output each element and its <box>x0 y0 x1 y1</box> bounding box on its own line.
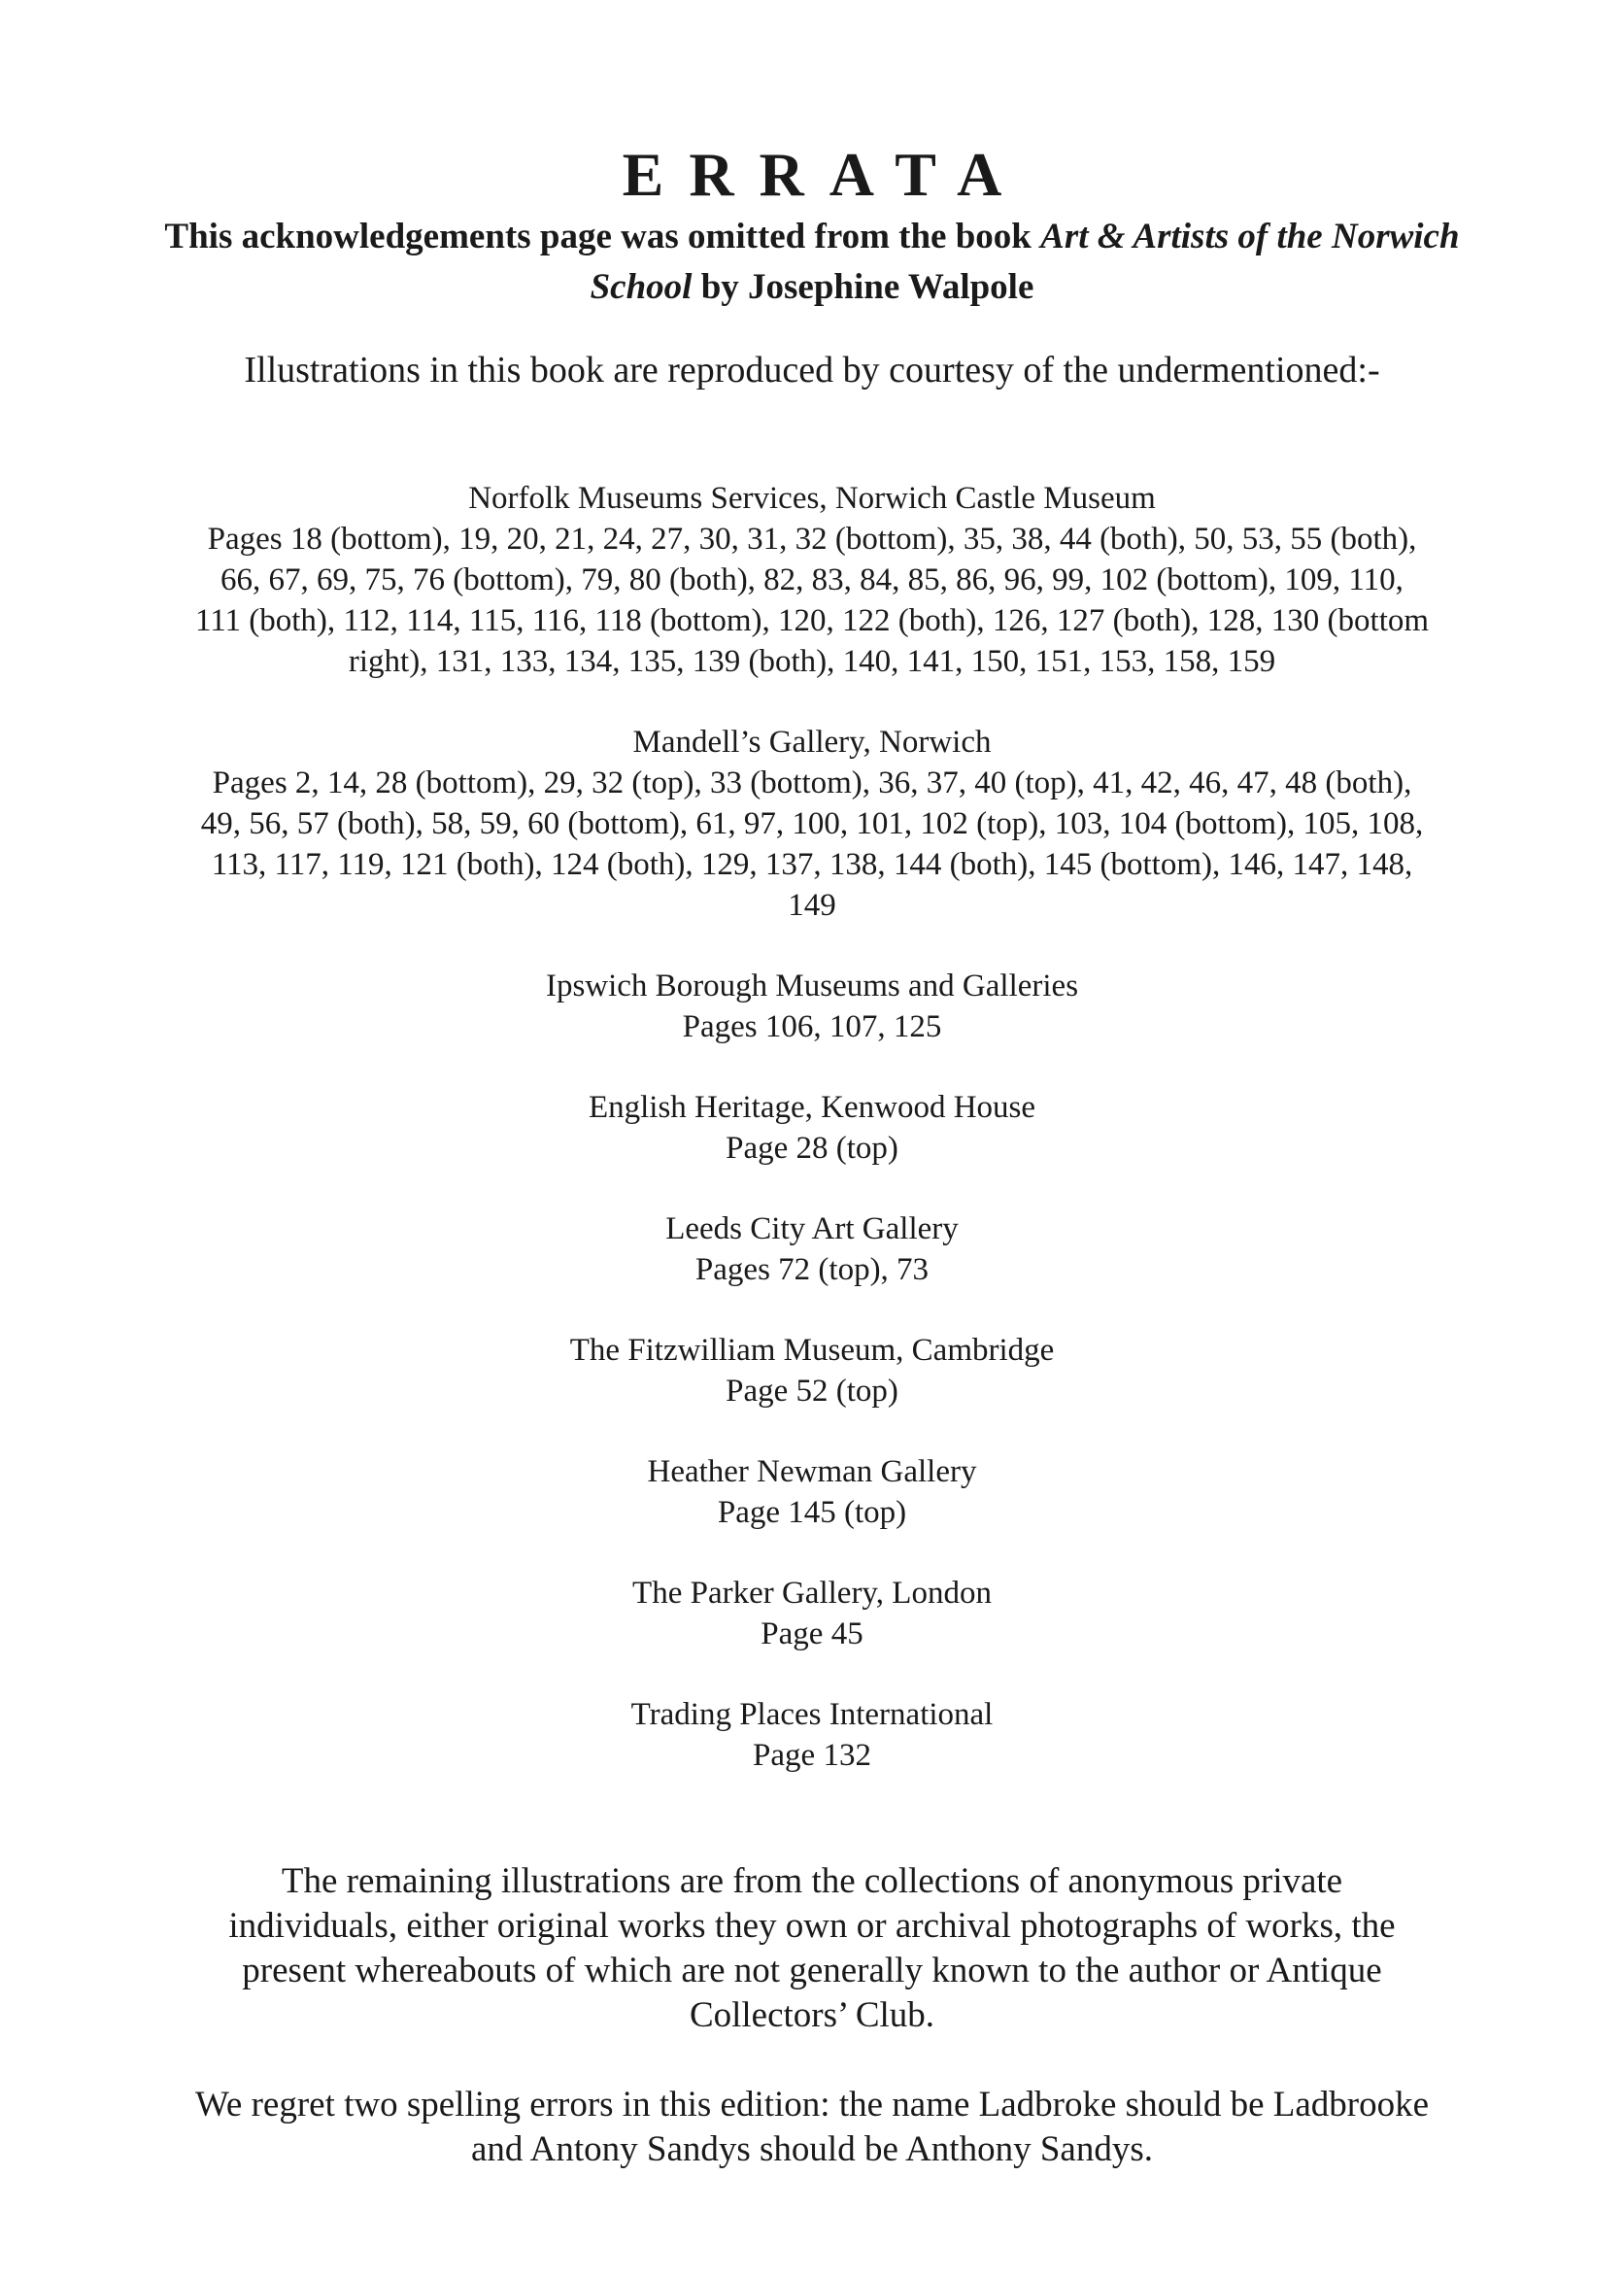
credit-pages: Pages 72 (top), 73 <box>694 1252 930 1287</box>
subtitle-author: by Josephine Walpole <box>692 267 1034 307</box>
credit-entry <box>194 1087 1430 1169</box>
credit-pages: Page 132 <box>753 1738 871 1773</box>
subtitle-intro: This acknowledgements page was omitted from the book <box>164 217 1041 256</box>
credit-entry <box>194 478 1430 682</box>
credit-entry <box>194 1451 1430 1533</box>
credit-pages: Page 45 <box>761 1616 863 1651</box>
credit-institution: Norfolk Museums Services, Norwich Castle Museum <box>468 481 1156 516</box>
intro-paragraph: Illustrations in this book are reproduced by courtesy of the undermentioned:- <box>244 350 1380 391</box>
credit-institution: Leeds City Art Gallery <box>665 1211 959 1246</box>
credit-pages: Page 28 (top) <box>726 1131 898 1166</box>
credit-institution: English Heritage, Kenwood House <box>588 1090 1036 1125</box>
credit-pages: Pages 106, 107, 125 <box>682 1009 942 1044</box>
credit-entry <box>194 1694 1430 1776</box>
spelling-note: We regret two spelling errors in this edition: the name Ladbroke should be Ladbrooke and Antony Sandys should be Anthony Sandys. <box>194 2085 1430 2169</box>
credit-pages: Pages 2, 14, 28 (bottom), 29, 32 (top), 33 (bottom), 36, 37, 40 (top), 41, 42, 46, 47, 48 (both), 49, 56, 57 (both), 58, 59, 60 (bottom), 61, 97, 100, 101, 102 (top), 103, 104 (bottom), 105, 108, 113, 117, 119, 121 (both), 124 (both), 129, 137, 138, 144 (both), 145 (bottom), 146, 147, 148, 149 <box>200 765 1424 923</box>
credit-pages: Pages 18 (bottom), 19, 20, 21, 24, 27, 30, 31, 32 (bottom), 35, 38, 44 (both), 50, 53, 55 (both), 66, 67, 69, 75, 76 (bottom), 79, 80 (both), 82, 83, 84, 85, 86, 96, 99, 102 (bottom), 109, 110, 111 (both), 112, 114, 115, 116, 118 (bottom), 120, 122 (both), 126, 127 (both), 128, 130 (bottom right), 131, 133, 134, 135, 139 (both), 140, 141, 150, 151, 153, 158, 159 <box>194 522 1430 679</box>
credit-institution: Trading Places International <box>630 1697 994 1732</box>
credit-institution: Mandell’s Gallery, Norwich <box>632 725 992 760</box>
subtitle <box>155 212 1469 313</box>
credits-list <box>194 478 1430 1816</box>
credit-pages: Page 52 (top) <box>726 1374 898 1409</box>
credit-entry <box>194 722 1430 926</box>
page-title: ERRATA <box>622 140 1028 209</box>
credit-pages: Page 145 (top) <box>717 1495 907 1530</box>
credit-institution: The Fitzwilliam Museum, Cambridge <box>569 1333 1055 1368</box>
credit-entry <box>194 966 1430 1047</box>
credit-institution: The Parker Gallery, London <box>632 1576 992 1611</box>
credit-institution: Heather Newman Gallery <box>647 1454 977 1489</box>
credit-entry <box>194 1330 1430 1411</box>
credit-entry <box>194 1573 1430 1654</box>
credit-institution: Ipswich Borough Museums and Galleries <box>545 969 1079 1003</box>
book-title: Art & Artists of the Norwich School <box>590 217 1460 307</box>
credit-entry <box>194 1208 1430 1290</box>
closing-paragraph: The remaining illustrations are from the collections of anonymous private individuals, either original works they own or archival photographs of works, the present whereabouts of which are not generally known to the author or Antique Collectors’ Club. <box>228 1861 1396 2035</box>
